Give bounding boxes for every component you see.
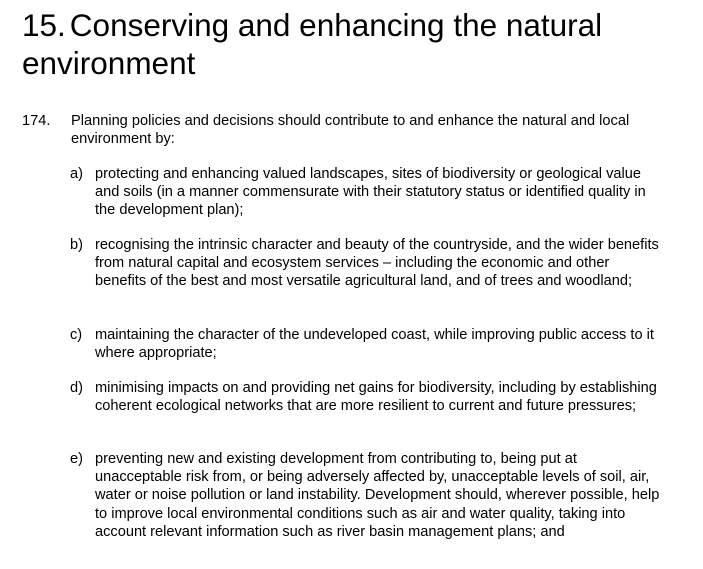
paragraph-text: Planning policies and decisions should contribute to and enhance the natural and local environment by:	[71, 113, 630, 148]
list-item-letter: d)	[70, 380, 83, 396]
list-item-text: minimising impacts on and providing net gains for biodiversity, including by establishing coherent ecological networks that are more resilient to current and future pressures;	[95, 380, 657, 415]
list-item-text: preventing new and existing development from contributing to, being put at unacceptable risk from, or being adversely affected by, unacceptable levels of soil, air, water or noise pollution or land instability. Development should, wherever possible, help to improve local environmental conditions such as air and water quality, taking into account relevant information such as river basin management plans; and	[95, 451, 660, 540]
list-item-text: recognising the intrinsic character and beauty of the countryside, and the wider benefits from natural capital and ecosystem services – including the economic and other benefits of the best and most versatile agricultural land, and of trees and woodland;	[95, 237, 659, 290]
list-item-letter: c)	[70, 327, 83, 343]
section-number: 15.	[22, 7, 66, 43]
list-item-text: protecting and enhancing valued landscapes, sites of biodiversity or geological value and soils (in a manner commensurate with their statutory status or identified quality in the development plan);	[95, 166, 646, 219]
list-item-text: maintaining the character of the undeveloped coast, while improving public access to it where appropriate;	[95, 327, 654, 362]
paragraph-number: 174.	[22, 113, 51, 129]
list-item-letter: a)	[70, 166, 83, 182]
section-title: Conserving and enhancing the natural environment	[22, 7, 603, 81]
list-item-letter: b)	[70, 237, 83, 253]
list-item-letter: e)	[70, 451, 83, 467]
section-heading	[22, 6, 682, 82]
